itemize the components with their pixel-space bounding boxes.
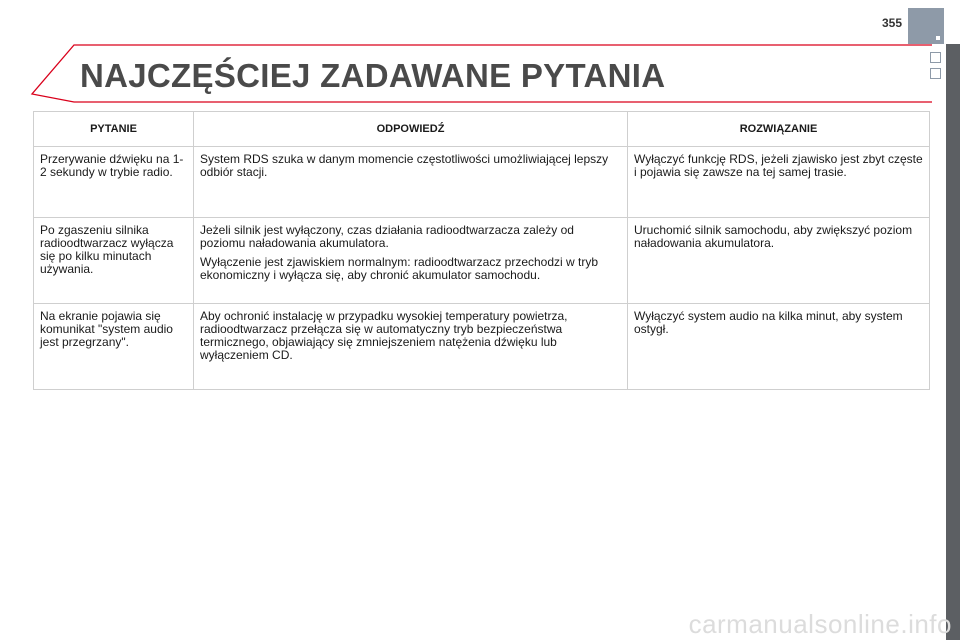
- solution-cell: Wyłączyć system audio na kilka minut, aby system ostygł.: [628, 304, 930, 390]
- page-title: NAJCZĘŚCIEJ ZADAWANE PYTANIA: [80, 57, 666, 94]
- solution-cell: Wyłączyć funkcję RDS, jeżeli zjawisko jest zbyt częste i pojawia się zawsze na tej samej trasie.: [628, 147, 930, 218]
- faq-table: [33, 111, 930, 390]
- answer-text: Jeżeli silnik jest wyłączony, czas działania radioodtwarzacza zależy od poziomu naładowania akumulatora.: [200, 223, 574, 250]
- title-banner: [28, 44, 932, 104]
- page-number: 355: [881, 16, 902, 30]
- table-row: [34, 304, 930, 390]
- corner-tab-mark: [936, 36, 940, 40]
- answer-cell: [194, 304, 628, 390]
- header-question: PYTANIE: [34, 112, 194, 147]
- solution-cell: Uruchomić silnik samochodu, aby zwiększyć poziom naładowania akumulatora.: [628, 218, 930, 304]
- header-answer: ODPOWIEDŹ: [194, 112, 628, 147]
- answer-cell: [194, 147, 628, 218]
- header-solution: ROZWIĄZANIE: [628, 112, 930, 147]
- answer-text: Aby ochronić instalację w przypadku wysokiej temperatury powietrza, radioodtwarzacz przełącza się w automatyczny tryb bezpieczeństwa termicznego, objawiający się zmniejszeniem natężenia dźwięku lub wyłączeniem CD.: [200, 309, 568, 362]
- corner-tab: [908, 8, 944, 44]
- table-row: [34, 147, 930, 218]
- question-cell: Przerywanie dźwięku na 1-2 sekundy w trybie radio.: [34, 147, 194, 218]
- table-row: [34, 218, 930, 304]
- answer-text: Wyłączenie jest zjawiskiem normalnym: radioodtwarzacz przechodzi w tryb ekonomiczny i wyłącza się, aby chronić akumulator samochodu.: [200, 255, 599, 282]
- question-cell: Po zgaszeniu silnika radioodtwarzacz wyłącza się po kilku minutach używania.: [34, 218, 194, 304]
- answer-text: System RDS szuka w danym momencie częstotliwości umożliwiającej lepszy odbiór stacji.: [200, 152, 609, 179]
- side-bar: [946, 44, 960, 640]
- question-cell: Na ekranie pojawia się komunikat "system audio jest przegrzany".: [34, 304, 194, 390]
- watermark: carmanualsonline.info: [688, 609, 952, 639]
- table-header-row: [34, 112, 930, 147]
- answer-cell: [194, 218, 628, 304]
